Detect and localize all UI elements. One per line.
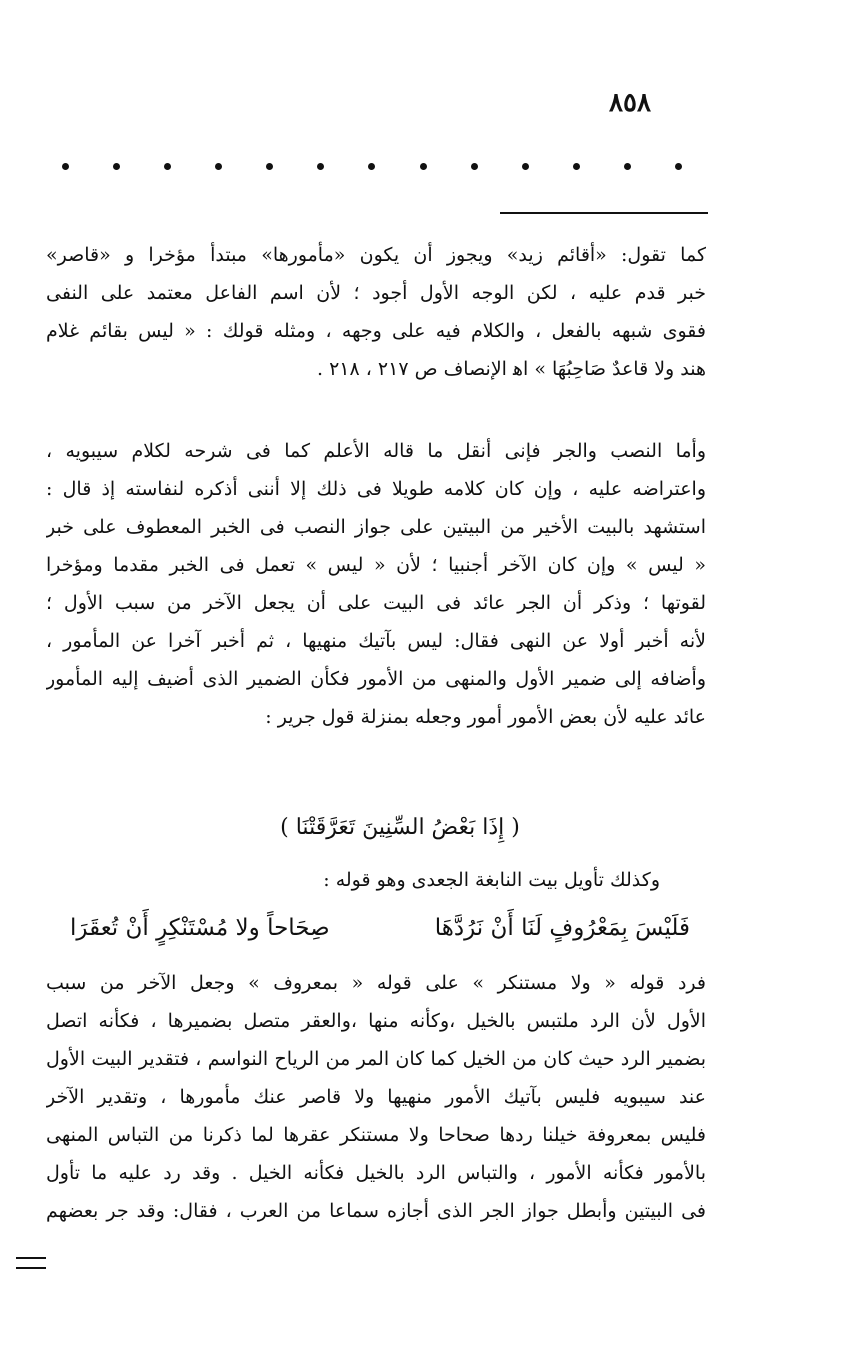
text-line: فقوى شبهه بالفعل ، والكلام فيه على وجهه ، ومثله قولك : « ليس بقائم غلام	[46, 320, 706, 342]
dot	[266, 163, 273, 170]
text-line: واعتراضه عليه ، وإن كان كلامه طويلا فى ذلك إلا أننى أذكره لنفاسته إذ قال :	[46, 478, 706, 500]
dot	[471, 163, 478, 170]
dot	[215, 163, 222, 170]
text-line: هند ولا قاعدٌ صَاحِبُهَا » اﻫ الإنصاف ص ٢١٧ ، ٢١٨ .	[316, 358, 706, 380]
continuation-mark	[16, 1257, 46, 1269]
footnote-paragraph-1	[46, 236, 706, 388]
verse-second-hemistich: صِحَاحاً ولا مُسْتَنْكِرٍ أَنْ تُعقَرَا	[70, 915, 330, 941]
footnote-separator-rule	[500, 212, 708, 214]
text-line: فى البيتين وأبطل جواز الجر الذى أجازه سماعا من العرب ، فقال: وقد جر بعضهم	[46, 1200, 706, 1222]
text-line: بالأمور فكأنه الأمور ، والتباس الرد بالخيل فكأنه الخيل . وقد رد عليه ما تأول	[46, 1162, 706, 1184]
verse-nabigha	[70, 904, 690, 952]
text-line: « ليس » وإن كان الآخر أجنبيا ؛ لأن « ليس » تعمل فى الخبر مقدما ومؤخرا	[46, 554, 706, 576]
text-line: فرد قوله « ولا مستنكر » على قوله « بمعروف » وجعل الآخر من سبب	[46, 972, 706, 994]
text-line: كما تقول: «أقائم زيد» ويجوز أن يكون «مأمورها» مبتدأ مؤخرا و «قاصر»	[46, 244, 706, 266]
verse-first-hemistich: فَلَيْسَ بِمَعْرُوفٍ لَنَا أَنْ نَرُدَّهَا	[434, 915, 690, 941]
dot	[624, 163, 631, 170]
dot	[368, 163, 375, 170]
dot	[62, 163, 69, 170]
dot	[113, 163, 120, 170]
text-line: وأضافه إلى ضمير الأول والمنهى من الأمور فكأن الضمير الذى أضيف إليه المأمور	[46, 668, 706, 690]
dot	[317, 163, 324, 170]
dot	[522, 163, 529, 170]
text-line: فليس بمعروفة خيلنا ردها صحاحا ولا مستنكر عقرها لما ذكرنا من التباس المنهى	[46, 1124, 706, 1146]
text-line: خبر قدم عليه ، لكن الوجه الأول أجود ؛ لأن اسم الفاعل معتمد على النفى	[46, 282, 706, 304]
text-line: استشهد بالبيت الأخير من البيتين على جواز النصب فى الخبر المعطوف على خبر	[46, 516, 706, 538]
dot	[573, 163, 580, 170]
verse-jarir: ( إِذَا بَعْضُ السِّنِينَ تَعَرَّقَتْنَا )	[280, 815, 520, 840]
page-number: ٨٥٨	[609, 88, 651, 118]
footnote-paragraph-3	[46, 964, 706, 1230]
text-line: عائد عليه لأن بعض الأمور أمور وجعله بمنزلة قول جرير :	[265, 706, 706, 728]
text-line: لقوتها ؛ وذكر أن الجر عائد فى البيت على أن يجعل الآخر من سبب الأول ؛	[46, 592, 706, 614]
text-line: الأول لأن الرد ملتبس بالخيل ،وكأنه منها ،والعقر متصل بضميرها ، فكأنه اتصل	[46, 1010, 706, 1032]
text-line: لأنه أخبر أولا عن النهى فقال: ليس بآتيك منهيها ، ثم أخبر آخرا عن المأمور ،	[46, 630, 706, 652]
verse-intro-line: وكذلك تأويل بيت النابغة الجعدى وهو قوله :	[323, 869, 660, 891]
footnote-paragraph-2	[46, 432, 706, 736]
text-line: عند سيبويه فليس بآتيك الأمور منهيها ولا قاصر عنك مأمورها ، وتقدير الآخر	[46, 1086, 706, 1108]
dot	[675, 163, 682, 170]
ornamental-dots-divider	[62, 156, 682, 176]
text-line: وأما النصب والجر فإنى أنقل ما قاله الأعلم كما فى شرحه لكلام سيبويه ،	[46, 440, 706, 462]
dot	[164, 163, 171, 170]
dot	[420, 163, 427, 170]
text-line: بضمير الرد حيث كان من الخيل كما كان المر من الرياح النواسم ، فتقدير البيت الأول	[46, 1048, 706, 1070]
